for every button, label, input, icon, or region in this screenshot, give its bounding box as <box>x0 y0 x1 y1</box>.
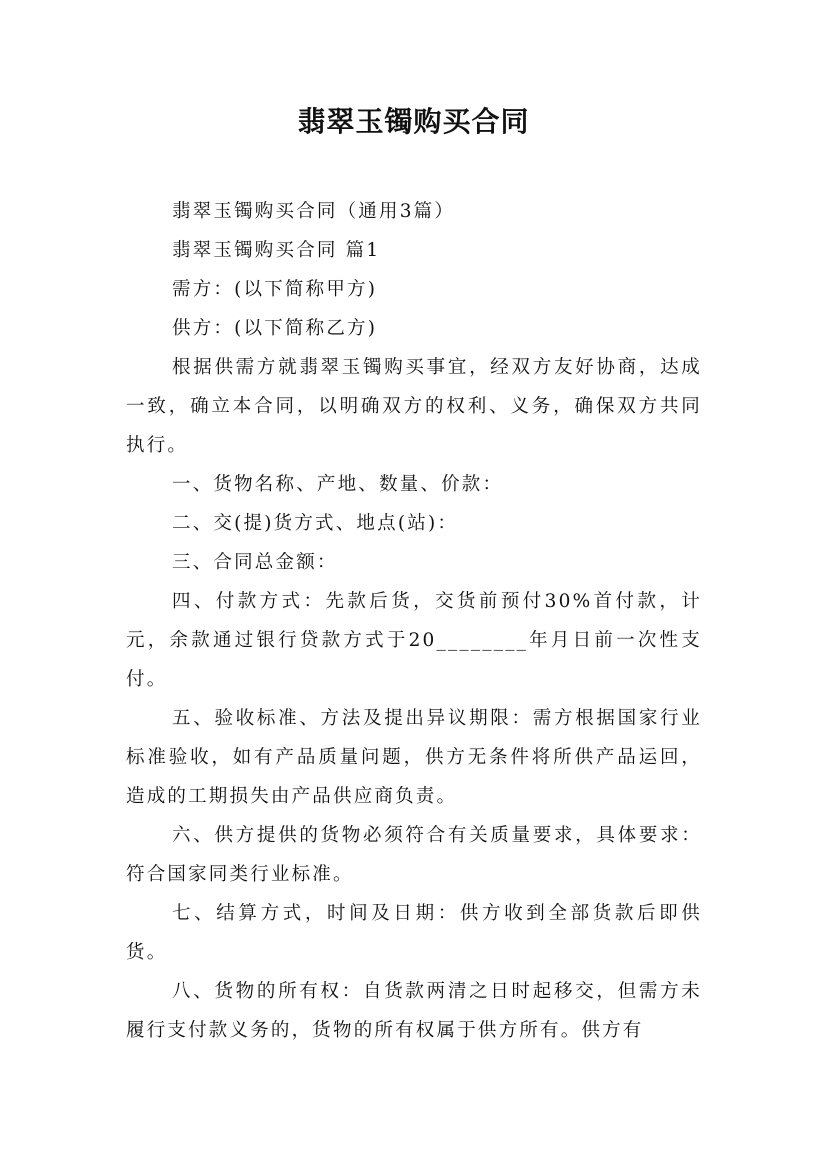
clause-1: 一、货物名称、产地、数量、价款： <box>172 474 504 495</box>
document-body <box>126 192 702 1050</box>
paragraph-party-buyer: 需方：(以下简称甲方) <box>172 279 378 300</box>
paragraph-preamble: 根据供需方就翡翠玉镯购买事宜，经双方友好协商，达成一致，确立本合同，以明确双方的权利、义务，确保双方共同执行。 <box>126 357 702 456</box>
paragraph-subtitle: 翡翠玉镯购买合同（通用3篇） <box>172 201 456 222</box>
clause-3: 三、合同总金额： <box>172 552 338 573</box>
document-title: 翡翠玉镯购买合同 <box>297 105 530 138</box>
clause-2: 二、交(提)货方式、地点(站)： <box>172 513 459 534</box>
clause-7: 七、结算方式，时间及日期：供方收到全部货款后即供货。 <box>126 903 702 963</box>
clause-5: 五、验收标准、方法及提出异议期限：需方根据国家行业标准验收，如有产品质量问题，供方无条件将所供产品运回，造成的工期损失由产品供应商负责。 <box>126 708 702 807</box>
clause-4: 四、付款方式：先款后货，交货前预付30%首付款，计元，余款通过银行贷款方式于20________年月日前一次性支付。 <box>126 591 702 690</box>
paragraph-party-supplier: 供方：(以下简称乙方) <box>172 318 378 339</box>
paragraph-section-heading: 翡翠玉镯购买合同 篇1 <box>172 240 381 261</box>
clause-8: 八、货物的所有权：自货款两清之日时起移交，但需方未履行支付款义务的，货物的所有权属于供方所有。供方有 <box>126 981 702 1041</box>
clause-6: 六、供方提供的货物必须符合有关质量要求，具体要求：符合国家同类行业标准。 <box>126 825 702 885</box>
